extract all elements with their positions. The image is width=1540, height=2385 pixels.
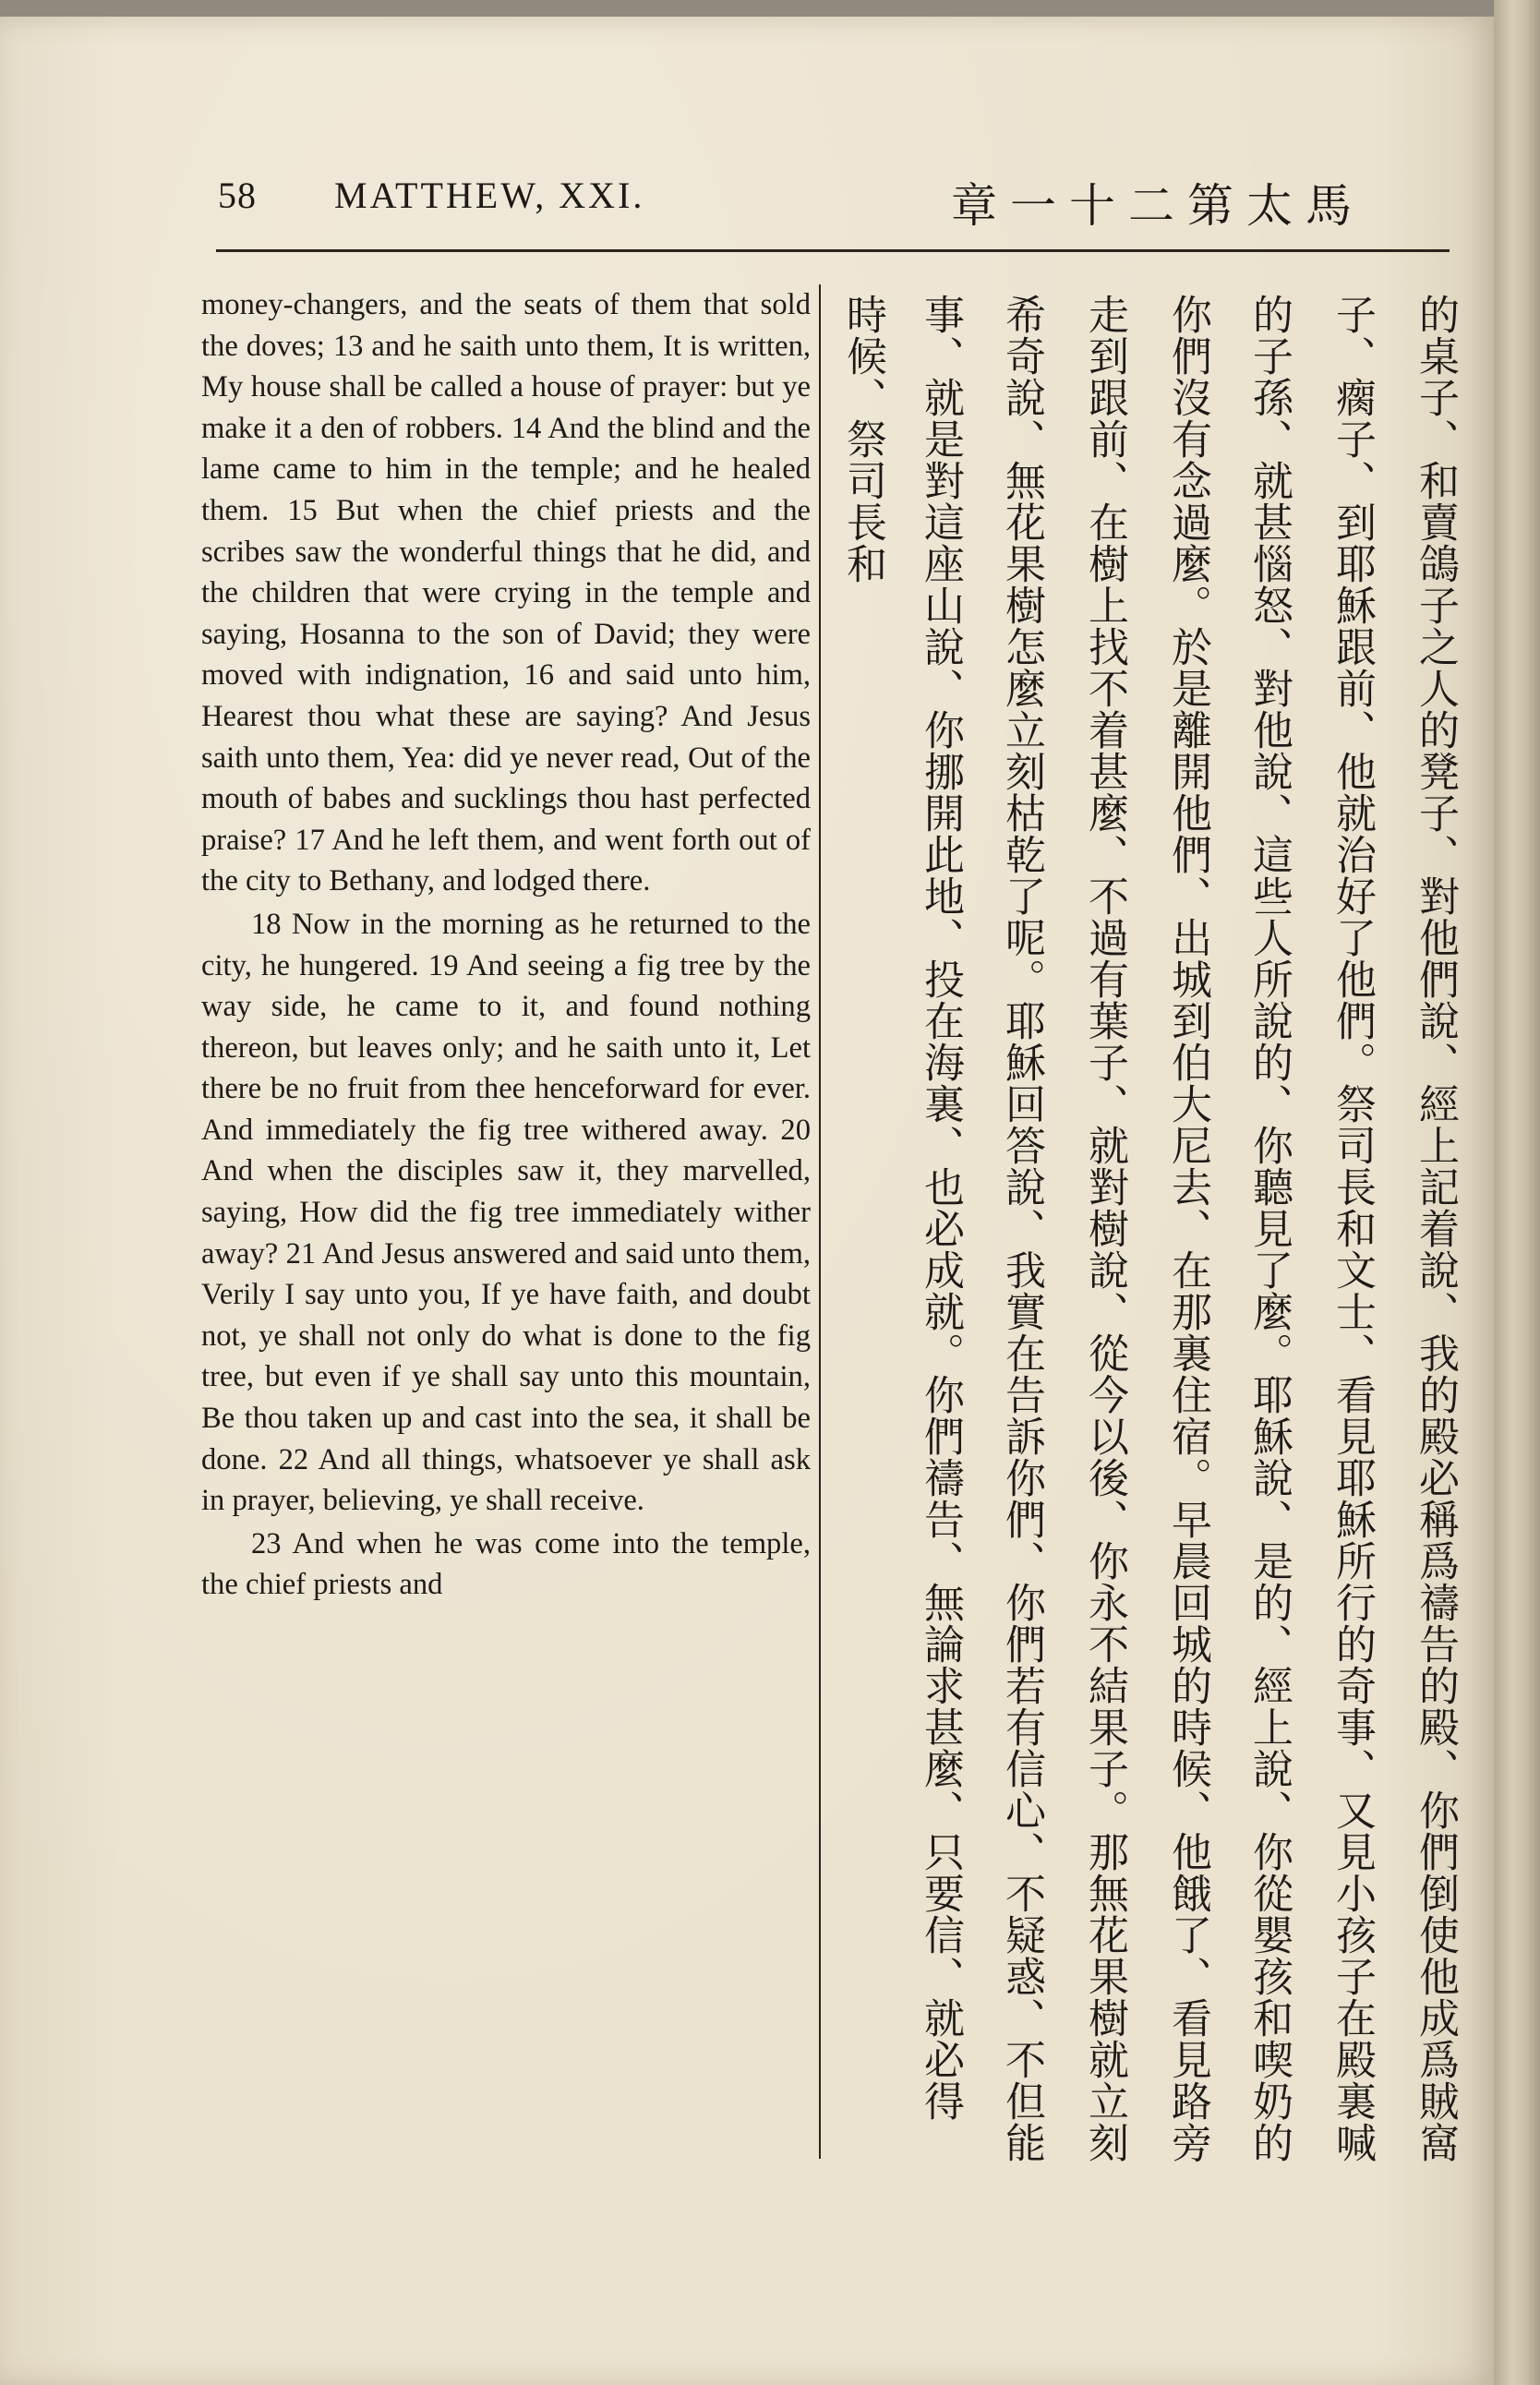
book-page — [0, 17, 1494, 2385]
chinese-column: 時候、祭司長和 — [839, 294, 886, 584]
chinese-text-block — [836, 294, 1473, 2196]
english-text-column — [201, 284, 811, 1606]
chinese-column: 你們沒有念過麼。於是離開他們、出城到伯大尼去、在那裏住宿。早晨回城的時候、他餓了、看見路旁 — [1164, 294, 1211, 2163]
chinese-column: 希奇說、無花果樹怎麼立刻枯乾了呢。耶穌回答說、我實在告訴你們、你們若有信心、不疑惑、不但能 — [998, 294, 1045, 2163]
english-paragraph: 18 Now in the morning as he returned to the city, he hungered. 19 And seeing a fig tree by the way side, he came to it, and found nothing thereon, but leaves only; and he saith unto it, Let there be no fruit from thee henceforward for ever. And immediately the fig tree withered away. 20 And when the disciples saw it, they marvelled, saying, How did the fig tree immediately wither away? 21 And Jesus answered and said unto them, Verily I say unto you, If ye have faith, and doubt not, ye shall not only do what is done to the fig tree, but even if ye shall say unto this mountain, Be thou taken up and cast into the sea, it shall be done. 22 And all things, whatsoever ye shall ask in prayer, believing, ye shall receive. — [201, 907, 811, 1518]
chinese-column: 的桌子、和賣鴿子之人的凳子、對他們說、經上記着說、我的殿必稱爲禱告的殿、你們倒使他成爲賊窩 — [1412, 294, 1459, 2163]
column-divider — [819, 284, 821, 2159]
header-rule — [216, 249, 1450, 252]
english-paragraph: money-changers, and the seats of them that sold the doves; 13 and he saith unto them, It is written, My house shall be called a house of prayer: but ye make it a den of robbers. 14 And the blind and the lame came to him in the temple; and he healed them. 15 But when the chief priests and the scribes saw the wonderful things that he did, and the children that were crying in the temple and saying, Hosanna to the son of David; they were moved with indignation, 16 and said unto him, Hearest thou what these are saying? And Jesus saith unto them, Yea: did ye never read, Out of the mouth of babes and sucklings thou hast perfected praise? 17 And he left them, and went forth out of the city to Bethany, and lodged there. — [201, 288, 811, 898]
chinese-column: 子、瘸子、到耶穌跟前、他就治好了他們。祭司長和文士、看見耶穌所行的奇事、又見小孩子在殿裏喊 — [1329, 294, 1376, 2163]
chinese-column: 的子孫、就甚惱怒、對他說、這些人所說的、你聽見了麼。耶穌說、是的、經上說、你從嬰孩和喫奶的 — [1245, 294, 1293, 2163]
chinese-running-title: 章一十二第太馬 — [951, 179, 1365, 233]
english-paragraph: 23 And when he was come into the temple, the chief priests and — [201, 1526, 811, 1602]
running-title: MATTHEW, XXI. — [334, 175, 645, 216]
page-number: 58 — [218, 175, 257, 216]
chinese-column: 走到跟前、在樹上找不着甚麼、不過有葉子、就對樹說、從今以後、你永不結果子。那無花果樹就立刻 — [1081, 294, 1128, 2163]
page-edge — [1494, 0, 1540, 2385]
chinese-column: 事、就是對這座山說、你挪開此地、投在海裏、也必成就。你們禱告、無論求甚麼、只要信、就必得 — [917, 294, 964, 2122]
